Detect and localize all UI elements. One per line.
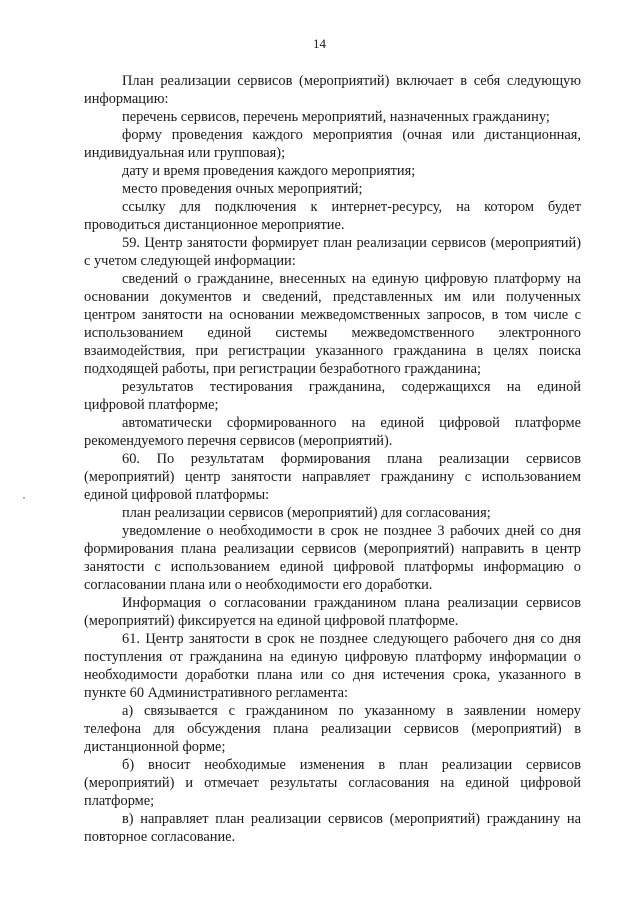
- paragraph-59: 59. Центр занятости формирует план реализации сервисов (мероприятий) с учетом следующей информации:: [84, 235, 581, 269]
- paragraph-61: 61. Центр занятости в срок не позднее следующего рабочего дня со дня поступления от гражданина на единую цифровую платформу информации о необходимости доработки плана или со дня истечения срока, указанного в пункте 60 Административного регламента:: [84, 631, 581, 701]
- list-item-auto-list: автоматически сформированного на единой цифровой платформе рекомендуемого перечня сервисов (мероприятий).: [84, 415, 581, 449]
- list-item-form: форму проведения каждого мероприятия (очная или дистанционная, индивидуальная или групповая);: [84, 127, 581, 161]
- list-item-datetime: дату и время проведения каждого мероприятия;: [122, 163, 416, 179]
- list-item-b: б) вносит необходимые изменения в план реализации сервисов (мероприятий) и отмечает результаты согласования на единой цифровой платформе;: [84, 757, 581, 809]
- list-item-link: ссылку для подключения к интернет-ресурсу, на котором будет проводиться дистанционное мероприятие.: [84, 199, 581, 233]
- list-item-citizen-info: сведений о гражданине, внесенных на единую цифровую платформу на основании документов и сведений, представленных им или полученных центром занятости на основании межведомственных запросов, в том числе с использованием единой системы межведомственного электронного взаимодействия, при регистрации указанного гражданина в целях поиска подходящей работы, при регистрации безработного гражданина;: [84, 271, 581, 377]
- paragraph-60: 60. По результатам формирования плана реализации сервисов (мероприятий) центр занятости направляет гражданину с использованием единой цифровой платформы:: [84, 451, 581, 503]
- document-body: [84, 72, 581, 846]
- list-item-services: перечень сервисов, перечень мероприятий, назначенных гражданину;: [122, 109, 550, 125]
- list-item-plan: план реализации сервисов (мероприятий) для согласования;: [122, 505, 491, 521]
- list-item-c: в) направляет план реализации сервисов (мероприятий) гражданину на повторное согласование.: [84, 811, 581, 845]
- scan-speck: [23, 497, 25, 499]
- list-item-notification: уведомление о необходимости в срок не позднее 3 рабочих дней со дня формирования плана реализации сервисов (мероприятий) направить в центр занятости с использованием единой цифровой платформы информацию о согласовании плана или о необходимости его доработки.: [84, 523, 581, 593]
- list-item-test-results: результатов тестирования гражданина, содержащихся на единой цифровой платформе;: [84, 379, 581, 413]
- page-number: 14: [313, 36, 326, 51]
- list-item-location: место проведения очных мероприятий;: [122, 181, 363, 197]
- paragraph-plan-intro: План реализации сервисов (мероприятий) включает в себя следующую информацию:: [84, 73, 581, 107]
- paragraph-agreement: Информация о согласовании гражданином плана реализации сервисов (мероприятий) фиксируется на единой цифровой платформе.: [84, 595, 581, 629]
- list-item-a: а) связывается с гражданином по указанному в заявлении номеру телефона для обсуждения плана реализации сервисов (мероприятий) в дистанционной форме;: [84, 703, 581, 755]
